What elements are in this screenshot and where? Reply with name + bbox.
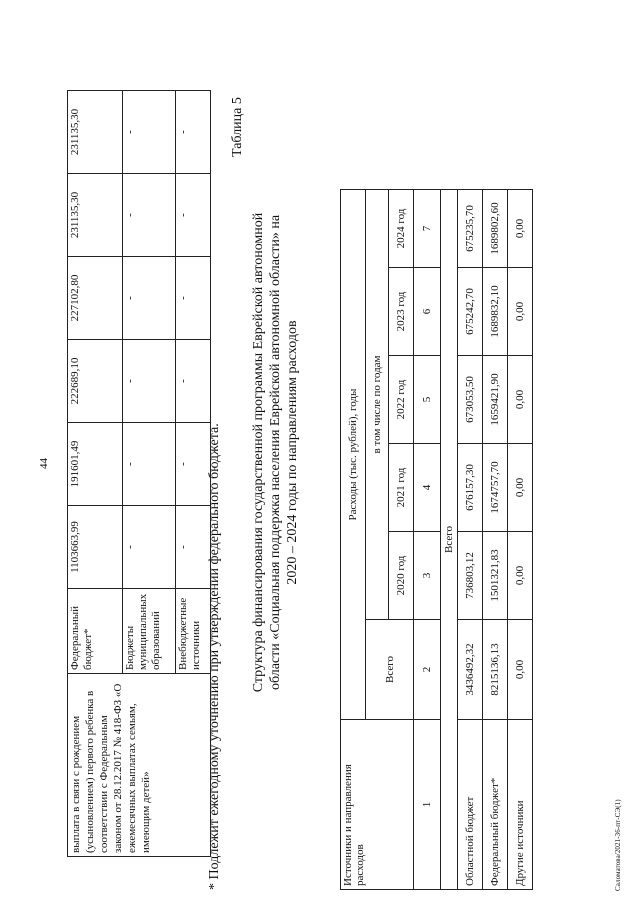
- table-label: Таблица 5: [230, 97, 245, 157]
- source-cell: Бюджеты муниципальных образований: [123, 589, 176, 674]
- value-cell: -: [176, 506, 211, 589]
- year-cell: 675235,70: [458, 190, 483, 268]
- source-cell: Внебюджетные источники: [176, 589, 211, 674]
- table-row: [68, 91, 123, 857]
- year-cell: 0,00: [508, 190, 533, 268]
- continuation-table: [67, 90, 211, 857]
- section-row: [441, 190, 458, 890]
- year-cell: 0,00: [508, 268, 533, 356]
- header-year: 2020 год: [389, 532, 414, 620]
- section-label: Всего: [441, 190, 458, 890]
- column-number: 6: [414, 268, 441, 356]
- year-cell: 0,00: [508, 532, 533, 620]
- table-row: [458, 190, 483, 890]
- source-cell: Федеральный бюджет*: [68, 589, 123, 674]
- year-cell: 1689802,60: [483, 190, 508, 268]
- payment-description: выплата в связи с рождением (усыновлением) первого ребенка в соответствии с Федеральным законом от 28.12.2017 № 418-ФЗ «О ежемесячных выплатах семьям, имеющим детей»: [68, 674, 211, 857]
- page-number: 44: [38, 458, 50, 469]
- total-cell: 8215136,13: [483, 620, 508, 720]
- value-cell: 231135,30: [68, 91, 123, 174]
- year-cell: 1674757,70: [483, 444, 508, 532]
- footer-code: Саломатова/2021-36-пт-СЭ(1): [614, 799, 622, 891]
- year-cell: 673053,50: [458, 356, 483, 444]
- value-cell: -: [123, 257, 176, 340]
- table-row: [483, 190, 508, 890]
- column-number: 3: [414, 532, 441, 620]
- year-cell: 675242,70: [458, 268, 483, 356]
- header-year: 2023 год: [389, 268, 414, 356]
- column-number: 4: [414, 444, 441, 532]
- value-cell: 227102,80: [68, 257, 123, 340]
- value-cell: -: [123, 423, 176, 506]
- footnote: * Подлежит ежегодному уточнению при утверждении федерального бюджета.: [207, 423, 222, 890]
- value-cell: 191601,49: [68, 423, 123, 506]
- value-cell: -: [123, 91, 176, 174]
- column-number: 5: [414, 356, 441, 444]
- row-label: Федеральный бюджет*: [483, 720, 508, 890]
- year-cell: 736803,12: [458, 532, 483, 620]
- year-cell: 1689832,10: [483, 268, 508, 356]
- column-number: 1: [414, 720, 441, 890]
- row-label: Областной бюджет: [458, 720, 483, 890]
- value-cell: -: [176, 257, 211, 340]
- table-header-row: [341, 190, 366, 890]
- financing-structure-table: [340, 189, 533, 890]
- value-cell: 231135,30: [68, 174, 123, 257]
- total-cell: 3436492,32: [458, 620, 483, 720]
- year-cell: 1659421,90: [483, 356, 508, 444]
- value-cell: -: [176, 91, 211, 174]
- value-cell: 222689,10: [68, 340, 123, 423]
- year-cell: 0,00: [508, 356, 533, 444]
- total-cell: 0,00: [508, 620, 533, 720]
- value-cell: -: [123, 506, 176, 589]
- header-subgroup: в том числе по годам: [366, 190, 389, 620]
- column-number-row: [414, 190, 441, 890]
- header-year: 2021 год: [389, 444, 414, 532]
- value-cell: -: [176, 340, 211, 423]
- year-cell: 676157,30: [458, 444, 483, 532]
- header-year: 2024 год: [389, 190, 414, 268]
- column-number: 2: [414, 620, 441, 720]
- table-row: [508, 190, 533, 890]
- header-group: Расходы (тыс. рублей), годы: [341, 190, 366, 720]
- table-title: Структура финансирования государственной программы Еврейской автономной области «Социальная поддержка населения Еврейской автономной области» на 2020 – 2024 годы по направлениям расходов: [251, 212, 300, 693]
- value-cell: -: [123, 174, 176, 257]
- value-cell: -: [123, 340, 176, 423]
- value-cell: -: [176, 423, 211, 506]
- header-year: 2022 год: [389, 356, 414, 444]
- year-cell: 1501321,83: [483, 532, 508, 620]
- year-cell: 0,00: [508, 444, 533, 532]
- row-label: Другие источники: [508, 720, 533, 890]
- header-source: Источники и направления расходов: [341, 720, 414, 890]
- header-total: Всего: [366, 620, 414, 720]
- column-number: 7: [414, 190, 441, 268]
- value-cell: -: [176, 174, 211, 257]
- value-cell: 1103663,99: [68, 506, 123, 589]
